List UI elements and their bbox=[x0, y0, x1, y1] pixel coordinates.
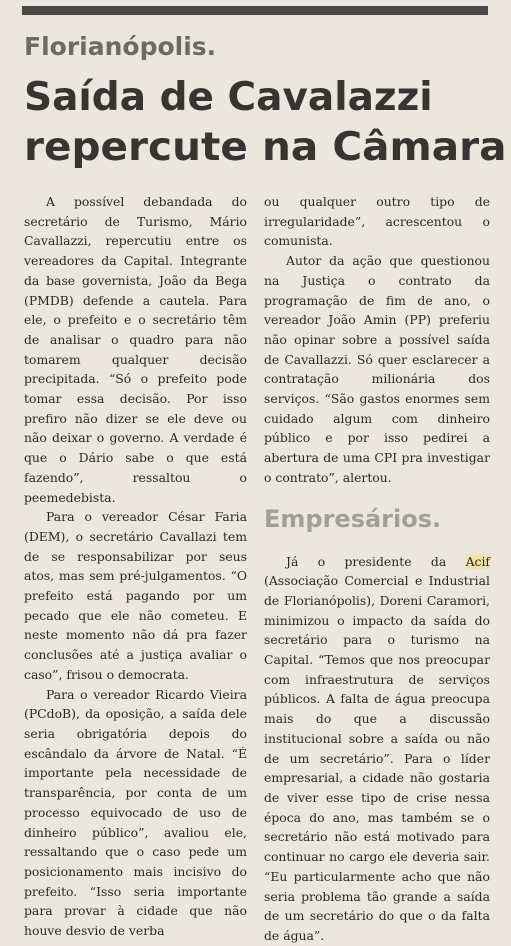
paragraph-text: Já o presidente da bbox=[286, 553, 466, 569]
paragraph-text: (Associação Comercial e Industrial de Florianópolis), Doreni Caramori, minimizou o impacto da saída do secretário para o turismo na Capital. “Temos que nos preocupar com infraestrutura de serviços públicos. A falta de água preocupa mais do que a discussão institucional sobre a saída ou não de um secretário”. Para o líder empresarial, a cidade não gostaria de viver esse tipo de crise nessa época do ano, mas também se o secretário não está motivado para continuar no cargo ele deveria sair. “Eu particularmente acho que não seria problema tão grande a saída de um secretário do que o da falta de água”. bbox=[264, 573, 490, 943]
paragraph: A possível debandada do secretário de Turismo, Mário Cavallazzi, repercutiu entre os vereadores da Capital. Integrante da base governista, João da Bega (PMDB) defende a cautela. Para ele, o prefeito e o secretário têm de analisar o quadro para não tomarem qualquer decisão precipitada. “Só o prefeito pode tomar essa decisão. Por isso prefiro não dizer se ele deve ou não deixar o governo. A verdade é que o Dário sabe o que está fazendo”, ressaltou o peemedebista. bbox=[24, 194, 247, 505]
section-label: Florianópolis. bbox=[24, 32, 217, 61]
paragraph-continuation: ou qualquer outro tipo de irregularidade”, acrescentou o comunista. bbox=[264, 194, 490, 249]
paragraph: Para o vereador Ricardo Vieira (PCdoB), da oposição, a saída dele seria obrigatória depois do escândalo da árvore de Natal. “É importante pela necessidade de transparência, por conta de um processo equivocado de uso de dinheiro público”, avaliou ele, ressaltando que o caso pede um posicionamento mais incisivo do prefeito. “Isso seria importante para provar à cidade que não houve desvio de verba bbox=[24, 686, 247, 939]
article-column-left bbox=[24, 192, 247, 941]
headline-line-2: repercute na Câmara bbox=[24, 125, 507, 170]
subheading: Empresários. bbox=[264, 504, 442, 533]
top-rule bbox=[22, 6, 488, 15]
highlighted-term: Acif bbox=[465, 553, 490, 569]
paragraph: Autor da ação que questionou na Justiça o contrato da programação de fim de ano, o vereador João Amin (PP) preferiu não opinar sobre a possível saída de Cavallazzi. Só quer esclarecer a contratação milionária dos serviços. “São gastos enormes sem cuidado algum com dinheiro público e por isso pedirei a abertura de uma CPI pra investigar o contrato”, alertou. bbox=[264, 253, 490, 485]
article-column-right bbox=[264, 192, 490, 946]
paragraph: Para o vereador César Faria (DEM), o secretário Cavallazi tem de se responsabilizar por seus atos, mas sem pré-julgamentos. “O prefeito está pagando por um pecado que ele não cometeu. E neste momento não dá pra fazer conclusões até a justiça avaliar o caso”, frisou o democrata. bbox=[24, 509, 247, 682]
paragraph bbox=[264, 552, 490, 946]
headline-line-1: Saída de Cavalazzi bbox=[24, 75, 433, 120]
